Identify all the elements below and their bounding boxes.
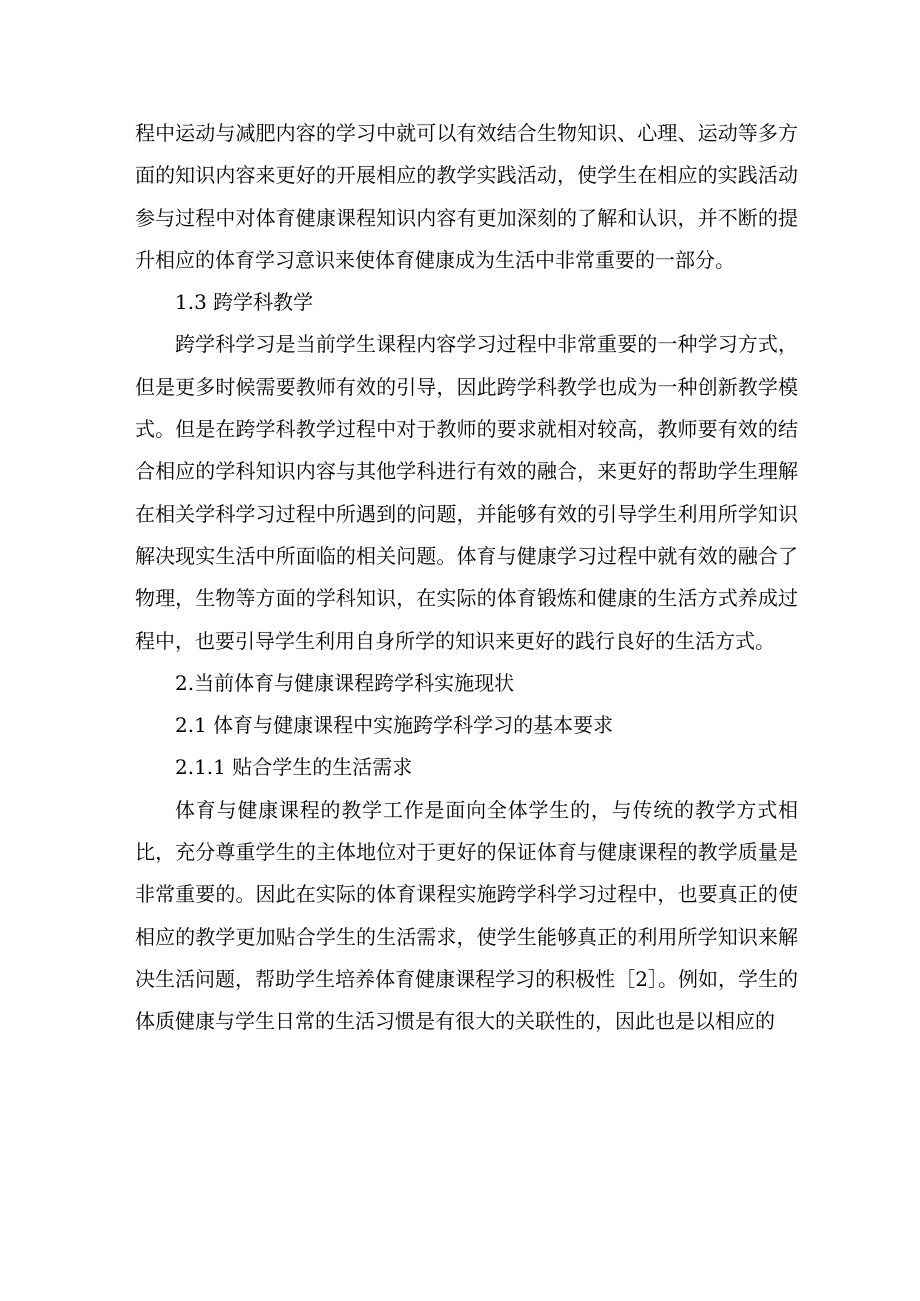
document-body (135, 112, 798, 1043)
paragraph-student-life-needs: 体育与健康课程的教学工作是面向全体学生的，与传统的教学方式相比，充分尊重学生的主体地位对于更好的保证体育与健康课程的教学质量是非常重要的。因此在实际的体育课程实施跨学科学习过程中，也要真正的使相应的教学更加贴合学生的生活需求，使学生能够真正的利用所学知识来解决生活问题，帮助学生培养体育健康课程学习的积极性［2］。例如，学生的体质健康与学生日常的生活习惯是有很大的关联性的，因此也是以相应的 (135, 797, 798, 1034)
section-heading-2-1-1: 2.1.1 贴合学生的生活需求 (175, 755, 413, 780)
section-heading-2-1: 2.1 体育与健康课程中实施跨学科学习的基本要求 (175, 713, 614, 738)
paragraph-interdisciplinary-learning: 跨学科学习是当前学生课程内容学习过程中非常重要的一种学习方式，但是更多时候需要教师有效的引导，因此跨学科教学也成为一种创新教学模式。但是在跨学科教学过程中对于教师的要求就相对较高，教师要有效的结合相应的学科知识内容与其他学科进行有效的融合，来更好的帮助学生理解在相关学科学习过程中所遇到的问题，并能够有效的引导学生利用所学知识解决现实生活中所面临的相关问题。体育与健康学习过程中就有效的融合了物理，生物等方面的学科知识，在实际的体育锻炼和健康的生活方式养成过程中，也要引导学生利用自身所学的知识来更好的践行良好的生活方式。 (135, 332, 798, 653)
section-heading-2: 2.当前体育与健康课程跨学科实施现状 (175, 670, 515, 695)
paragraph-continued-exercise-weight-loss: 程中运动与减肥内容的学习中就可以有效结合生物知识、心理、运动等多方面的知识内容来更好的开展相应的教学实践活动，使学生在相应的实践活动参与过程中对体育健康课程知识内容有更加深刻的了解和认识，并不断的提升相应的体育学习意识来使体育健康成为生活中非常重要的一部分。 (135, 121, 798, 272)
section-heading-1-3: 1.3 跨学科教学 (175, 290, 314, 315)
